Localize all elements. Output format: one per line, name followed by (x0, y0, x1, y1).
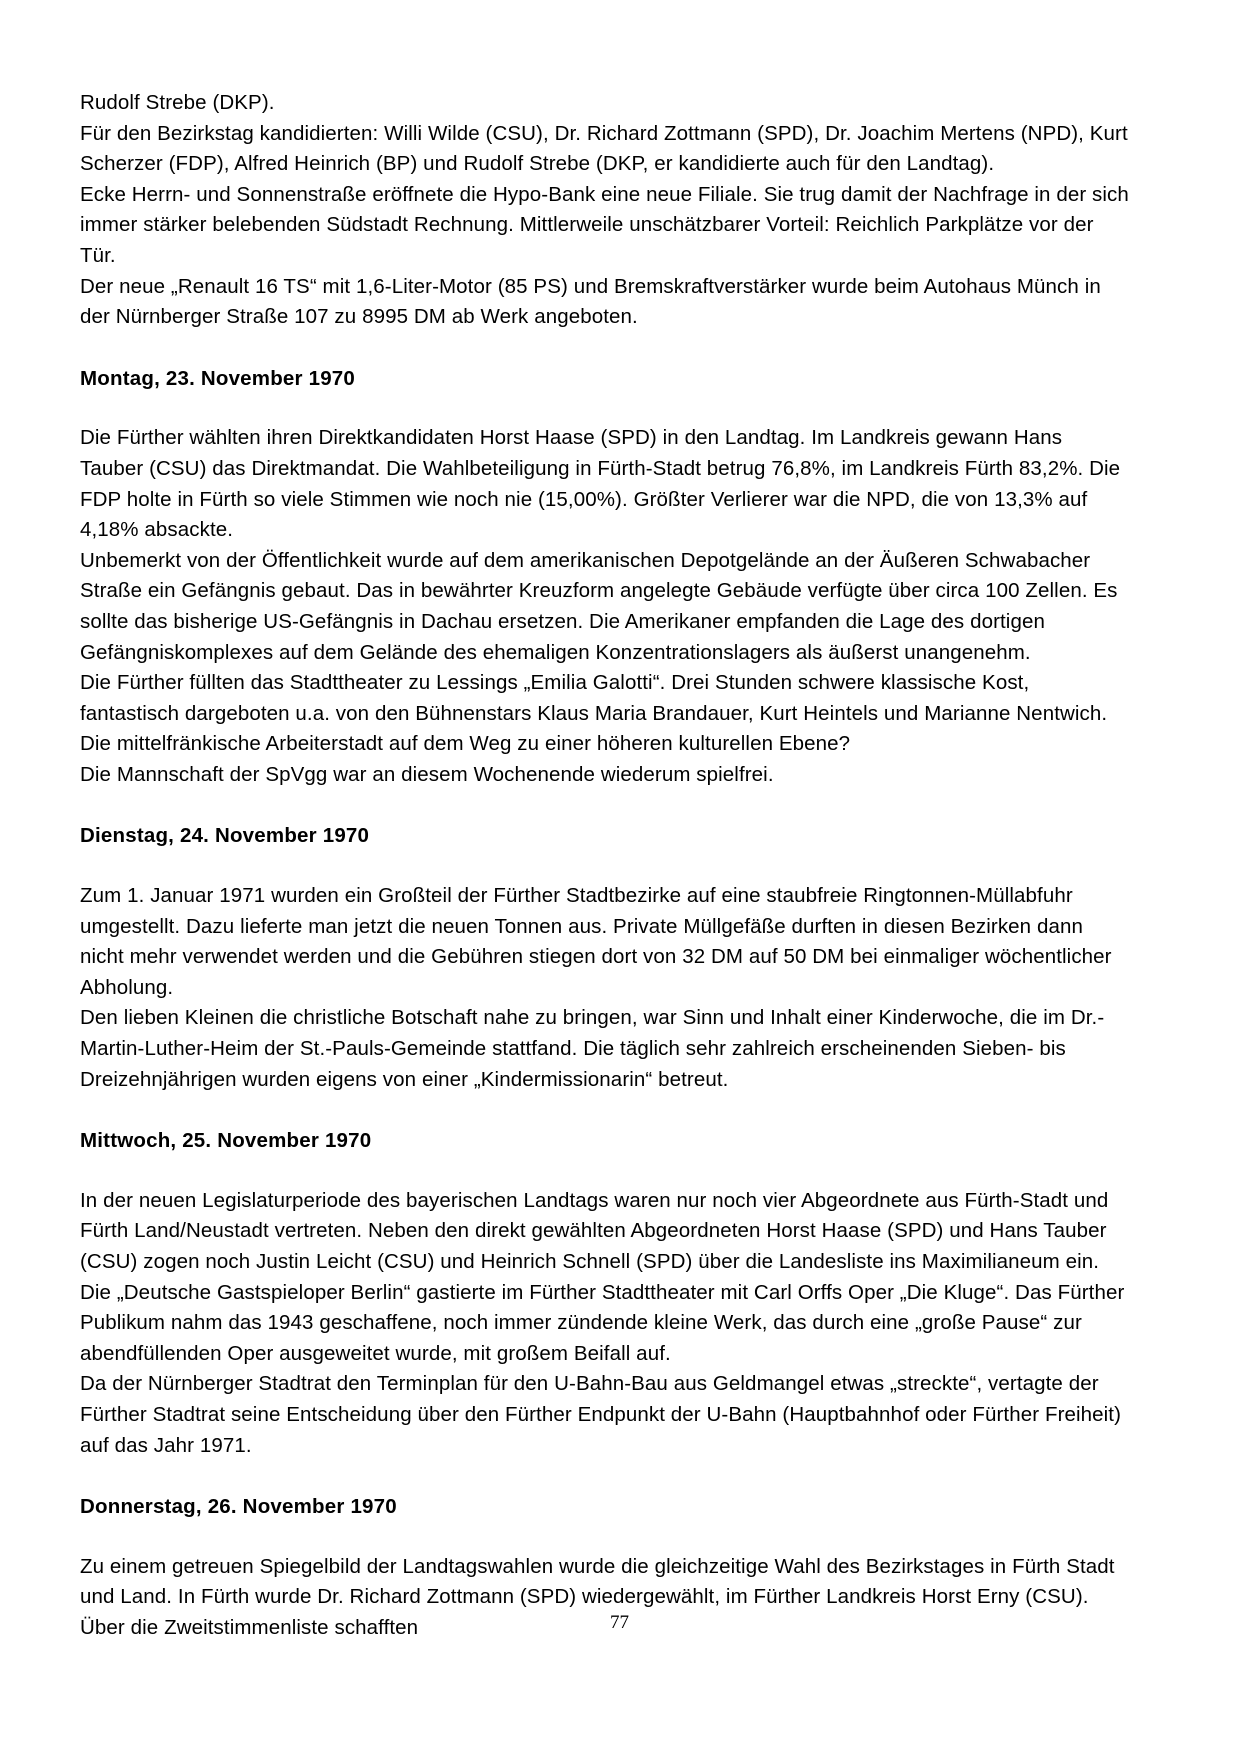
spacer (80, 1095, 1130, 1126)
spacer (80, 1461, 1130, 1492)
paragraph-mittwoch-2: Die „Deutsche Gastspieloper Berlin“ gastierte im Fürther Stadttheater mit Carl Orffs Oper „Die Kluge“. Das Fürther Publikum nahm das 1943 geschaffene, noch immer zündende kleine Werk, das durch eine „große Pause“ zur abendfüllenden Oper ausgeweitet wurde, mit großem Beifall auf. (80, 1280, 1125, 1365)
heading-dienstag-24-november-1970: Dienstag, 24. November 1970 (80, 824, 370, 848)
spacer (80, 852, 1130, 881)
paragraph-intro-4: Der neue „Renault 16 TS“ mit 1,6-Liter-Motor (85 PS) und Bremskraftverstärker wurde beim Autohaus Münch in der Nürnberger Straße 107 zu 8995 DM ab Werk angeboten. (80, 274, 1101, 329)
paragraph-montag-2: Unbemerkt von der Öffentlichkeit wurde auf dem amerikanischen Depotgelände an der Äußeren Schwabacher Straße ein Gefängnis gebaut. Das in bewährter Kreuzform angelegte Gebäude verfügte über circa 100 Zellen. Es sollte das bisherige US-Gefängnis in Dachau ersetzen. Die Amerikaner empfanden die Lage des dortigen Gefängniskomplexes auf dem Gelände des ehemaligen Konzentrationslagers als äußerst unangenehm. (80, 548, 1118, 664)
paragraph-montag-1: Die Fürther wählten ihren Direktkandidaten Horst Haase (SPD) in den Landtag. Im Landkreis gewann Hans Tauber (CSU) das Direktmandat. Die Wahlbeteiligung in Fürth-Stadt betrug 76,8%, im Landkreis Fürth 83,2%. Die FDP holte in Fürth so viele Stimmen wie noch nie (15,00%). Größter Verlierer war die NPD, die von 13,3% auf 4,18% absackte. (80, 426, 1121, 542)
paragraph-intro-3: Ecke Herrn- und Sonnenstraße eröffnete die Hypo-Bank eine neue Filiale. Sie trug damit der Nachfrage in der sich immer stärker belebenden Südstadt Rechnung. Mittlerweile unschätzbarer Vorteil: Reichlich Parkplätze vor der Tür. (80, 182, 1129, 267)
page-number: 77 (610, 1612, 629, 1633)
paragraph-intro-1: Rudolf Strebe (DKP). (80, 91, 275, 114)
paragraph-donnerstag-1: Zu einem getreuen Spiegelbild der Landtagswahlen wurde die gleichzeitige Wahl des Bezirkstages in Fürth Stadt und Land. In Fürth wurde Dr. Richard Zottmann (SPD) wiedergewählt, im Fürther Landkreis Horst Erny (CSU). Über die Zweitstimmenliste schafften (80, 1554, 1115, 1639)
spacer (80, 790, 1130, 821)
paragraph-dienstag-1: Zum 1. Januar 1971 wurden ein Großteil der Fürther Stadtbezirke auf eine staubfreie Ringtonnen-Müllabfuhr umgestellt. Dazu lieferte man jetzt die neuen Tonnen aus. Private Müllgefäße durften in diesen Bezirken dann nicht mehr verwendet werden und die Gebühren stiegen dort von 32 DM auf 50 DM bei einmaliger wöchentlicher Abholung. (80, 884, 1112, 999)
paragraph-montag-4: Die Mannschaft der SpVgg war an diesem Wochenende wiederum spielfrei. (80, 762, 774, 786)
page-body (80, 88, 1130, 1644)
paragraph-mittwoch-1: In der neuen Legislaturperiode des bayerischen Landtags waren nur noch vier Abgeordnete aus Fürth-Stadt und Fürth Land/Neustadt vertreten. Neben den direkt gewählten Abgeordneten Horst Haase (SPD) und Hans Tauber (CSU) zogen noch Justin Leicht (CSU) und Heinrich Schnell (SPD) über die Landesliste ins Maximilianeum ein. (80, 1188, 1109, 1273)
heading-donnerstag-26-november-1970: Donnerstag, 26. November 1970 (80, 1495, 397, 1519)
heading-montag-23-november-1970: Montag, 23. November 1970 (80, 366, 356, 390)
spacer (80, 1523, 1130, 1552)
spacer (80, 1157, 1130, 1186)
spacer (80, 394, 1130, 423)
heading-mittwoch-25-november-1970: Mittwoch, 25. November 1970 (80, 1129, 372, 1153)
paragraph-intro-2: Für den Bezirkstag kandidierten: Willi Wilde (CSU), Dr. Richard Zottmann (SPD), Dr. Joachim Mertens (NPD), Kurt Scherzer (FDP), Alfred Heinrich (BP) und Rudolf Strebe (DKP, er kandidierte auch für den Landtag). (80, 121, 1128, 176)
paragraph-mittwoch-3: Da der Nürnberger Stadtrat den Terminplan für den U-Bahn-Bau aus Geldmangel etwas „streckte“, vertagte der Fürther Stadtrat seine Entscheidung über den Fürther Endpunkt der U-Bahn (Hauptbahnhof oder Fürther Freiheit) auf das Jahr 1971. (80, 1372, 1122, 1457)
paragraph-dienstag-2: Den lieben Kleinen die christliche Botschaft nahe zu bringen, war Sinn und Inhalt einer Kinderwoche, die im Dr.-Martin-Luther-Heim der St.-Pauls-Gemeinde stattfand. Die täglich sehr zahlreich erscheinenden Sieben- bis Dreizehnjährigen wurden eigens von einer „Kindermissionarin“ betreut. (80, 1006, 1105, 1091)
spacer (80, 333, 1130, 364)
paragraph-montag-3: Die Fürther füllten das Stadttheater zu Lessings „Emilia Galotti“. Drei Stunden schwere klassische Kost, fantastisch dargeboten u.a. von den Bühnenstars Klaus Maria Brandauer, Kurt Heintels und Marianne Nentwich. Die mittelfränkische Arbeiterstadt auf dem Weg zu einer höheren kulturellen Ebene? (80, 671, 1108, 756)
